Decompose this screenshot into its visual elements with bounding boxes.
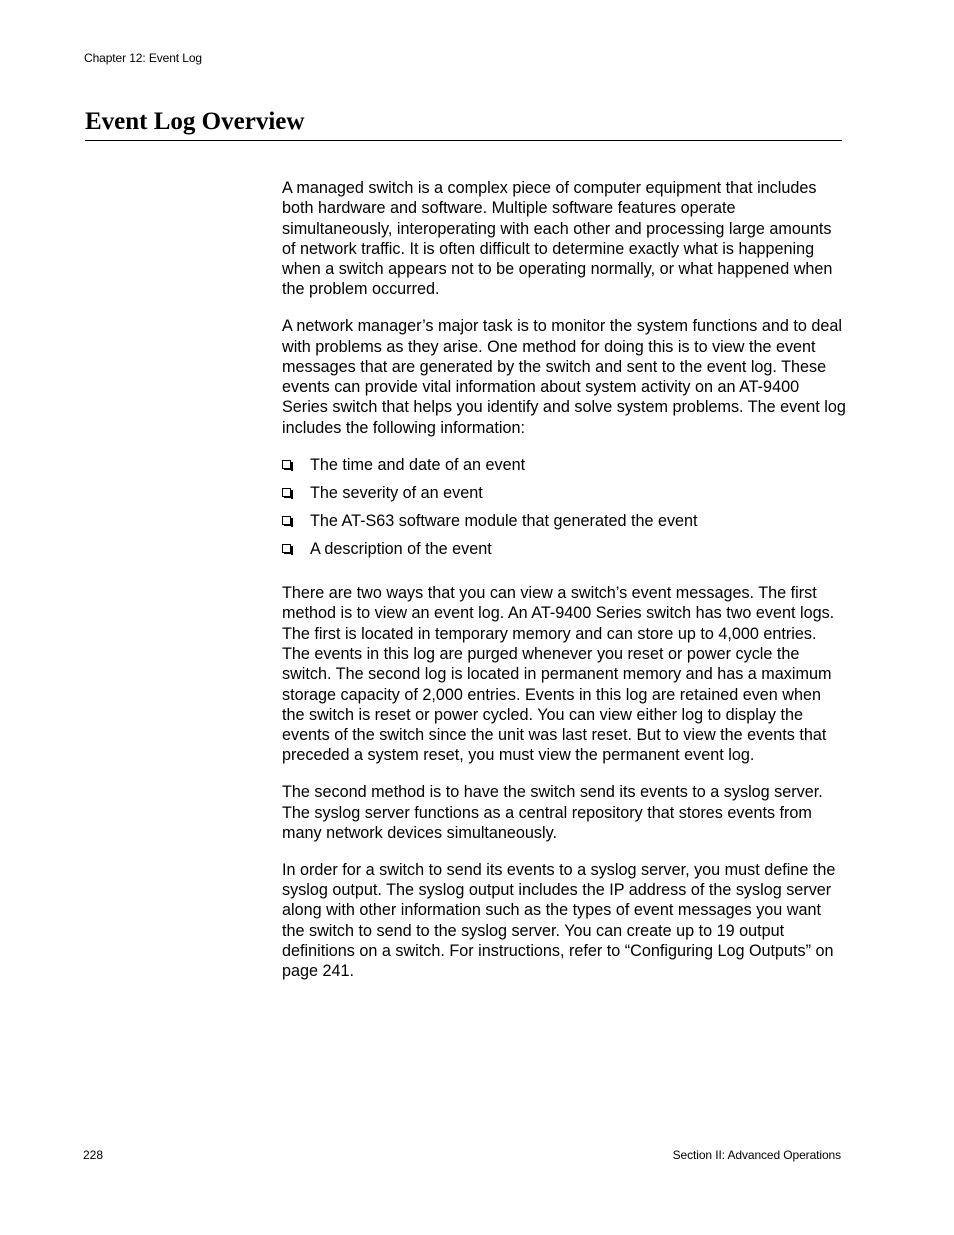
page-title: Event Log Overview [85, 108, 305, 135]
list-item-text: The severity of an event [310, 483, 483, 502]
section-name: Section II: Advanced Operations [672, 1148, 841, 1162]
list-item-text: The time and date of an event [310, 455, 526, 474]
list-item [282, 455, 847, 483]
event-info-list [282, 455, 847, 567]
list-item-text: A description of the event [310, 539, 492, 558]
list-item [282, 511, 847, 539]
checkbox-bullet-icon [282, 488, 291, 497]
list-item [282, 539, 847, 567]
paragraph-syslog-output: In order for a switch to send its events to a syslog server, you must define the syslog output. The syslog output includes the IP address of the syslog server along with other information such as the types of event messages you want the switch to send to the syslog server. You can create up to 19 output definitions on a switch. For instructions, refer to “Configuring Log Outputs” on page 241. [282, 860, 836, 981]
list-item-text: The AT-S63 software module that generated the event [310, 511, 698, 530]
paragraph-view-methods: There are two ways that you can view a switch’s event messages. The first method is to view an event log. An AT-9400 Series switch has two event logs. The first is located in temporary memory and can store up to 4,000 entries. The events in this log are purged whenever you reset or power cycle the switch. The second log is located in permanent memory and has a maximum storage capacity of 2,000 entries. Events in this log are retained even when the switch is reset or power cycled. You can view either log to display the events of the switch since the unit was last reset. But to view the events that preceded a system reset, you must view the permanent event log. [282, 584, 835, 765]
list-item [282, 483, 847, 511]
paragraph-intro: A managed switch is a complex piece of computer equipment that includes both hardware and software. Multiple software features operate simultaneously, interoperating with each other and processing large amounts of network traffic. It is often difficult to determine exactly what is happening when a switch appears not to be operating normally, or what happened when the problem occurred. [282, 179, 833, 299]
checkbox-bullet-icon [282, 544, 291, 553]
checkbox-bullet-icon [282, 460, 291, 469]
running-head: Chapter 12: Event Log [84, 51, 202, 65]
checkbox-bullet-icon [282, 516, 291, 525]
paragraph-syslog-server: The second method is to have the switch send its events to a syslog server. The syslog server functions as a central repository that stores events from many network devices simultaneously. [282, 783, 823, 842]
title-rule [85, 140, 842, 141]
body-text [282, 178, 847, 998]
page-number: 228 [83, 1148, 104, 1162]
paragraph-network-manager: A network manager’s major task is to monitor the system functions and to deal with problems as they arise. One method for doing this is to view the event messages that are generated by the switch and sent to the event log. These events can provide vital information about system activity on an AT-9400 Series switch that helps you identify and solve system problems. The event log includes the following information: [282, 317, 846, 437]
